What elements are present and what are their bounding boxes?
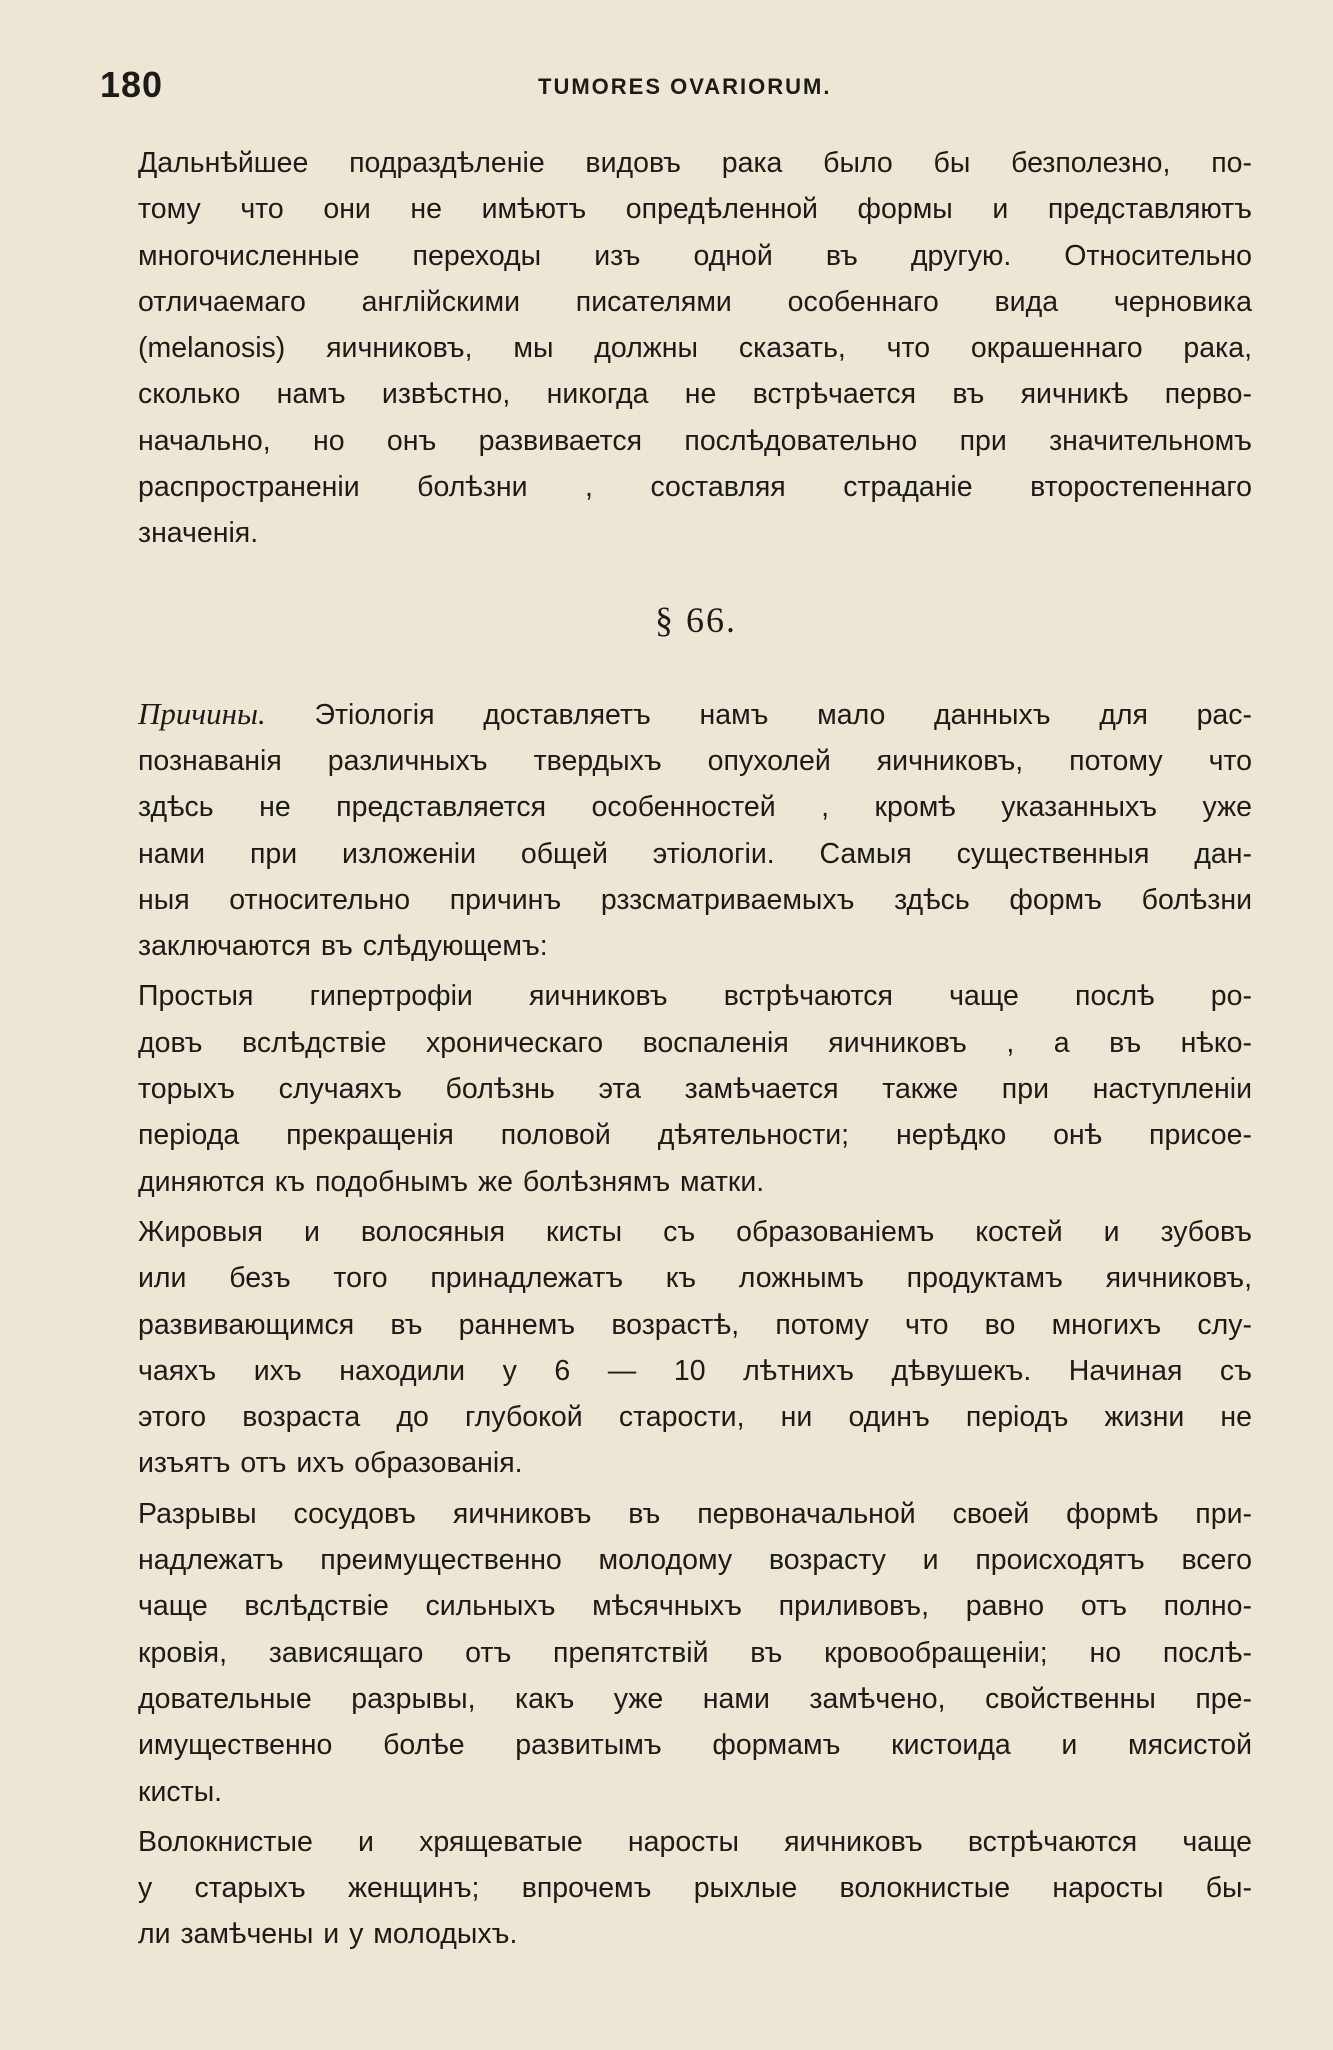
text-line: ныя относительно причинъ рззсматриваемыхъ здѣсь формъ болѣзни [138, 883, 1252, 916]
text-line: довъ вслѣдствіе хроническаго воспаленія яичниковъ , а въ нѣко- [138, 1026, 1252, 1059]
text-line: довательные разрывы, какъ уже нами замѣчено, свойственны пре- [138, 1682, 1252, 1715]
text-line: ли замѣчены и у молодыхъ. [138, 1918, 518, 1951]
running-title: TUMORES OVARIORUM. [538, 74, 832, 99]
text-line: начально, но онъ развивается послѣдовательно при значительномъ [138, 424, 1252, 457]
text-line: здѣсь не представляется особенностей , кромѣ указанныхъ уже [138, 791, 1252, 824]
section-heading: § 66. [655, 599, 737, 640]
text-line: чаще вслѣдствіе сильныхъ мѣсячныхъ приливовъ, равно отъ полно- [138, 1590, 1252, 1623]
text-line: періода прекращенія половой дѣятельности; нерѣдко онѣ присое- [138, 1119, 1252, 1152]
text-line: Простыя гипертрофіи яичниковъ встрѣчаются чаще послѣ ро- [138, 980, 1252, 1013]
text-line: кисты. [138, 1775, 223, 1808]
text-line: развивающимся въ раннемъ возрастѣ, потому что во многихъ слу- [138, 1308, 1252, 1341]
text-line-rest: Этіологія доставляетъ намъ мало данныхъ для рас- [314, 698, 1253, 731]
text-line: Жировыя и волосяныя кисты съ образованіемъ костей и зубовъ [138, 1215, 1252, 1248]
text-line: надлежатъ преимущественно молодому возрасту и происходятъ всего [138, 1544, 1252, 1577]
text-line: Разрывы сосудовъ яичниковъ въ первоначальной своей формѣ при- [138, 1497, 1252, 1530]
text-line: распространеніи болѣзни , составляя страданіе второстепеннаго [138, 471, 1252, 504]
text-line: тому что они не имѣютъ опредѣленной формы и представляютъ [138, 193, 1252, 226]
intro-paragraph [100, 140, 1252, 557]
page-number: 180 [100, 64, 164, 105]
text-line: торыхъ случаяхъ болѣзнь эта замѣчается также при наступленіи [138, 1073, 1252, 1106]
text-line: диняются къ подобнымъ же болѣзнямъ матки. [138, 1165, 765, 1198]
text-line: этого возраста до глубокой старости, ни одинъ періодъ жизни не [138, 1401, 1252, 1434]
text-line: заключаются въ слѣдующемъ: [138, 930, 548, 963]
text-line: сколько намъ извѣстно, никогда не встрѣчается въ яичникѣ перво- [138, 378, 1252, 411]
text-line: Дальнѣйшее подраздѣленіе видовъ рака было бы безполезно, по- [138, 147, 1252, 179]
text-line: или безъ того принадлежатъ къ ложнымъ продуктамъ яичниковъ, [138, 1262, 1252, 1295]
page-body [100, 140, 1252, 1962]
cysts-paragraph [100, 1209, 1252, 1487]
hypertrophy-paragraph [100, 973, 1252, 1204]
text-line [100, 691, 1252, 738]
text-line: у старыхъ женщинъ; впрочемъ рыхлые волокнистые наросты бы- [138, 1872, 1252, 1905]
text-line: нами при изложеніи общей этіологіи. Самыя существенныя дан- [138, 837, 1252, 870]
text-line: многочисленные переходы изъ одной въ другую. Относительно [138, 239, 1252, 272]
text-line: Волокнистые и хрящеватые наросты яичниковъ встрѣчаются чаще [138, 1825, 1252, 1858]
causes-paragraph [100, 691, 1252, 970]
text-line: кровія, зависящаго отъ препятствій въ кровообращеніи; но послѣ- [138, 1636, 1252, 1669]
ruptures-paragraph [100, 1491, 1252, 1815]
text-line: отличаемаго англійскими писателями особеннаго вида черновика [138, 285, 1252, 318]
paragraph-lead: Причины. [138, 695, 266, 731]
text-line: (melanosis) яичниковъ, мы должны сказать, что окрашеннаго рака, [138, 332, 1252, 365]
fibrous-paragraph [100, 1819, 1252, 1958]
text-line: изъятъ отъ ихъ образованія. [138, 1447, 523, 1480]
page-header [100, 64, 1250, 108]
text-line: познаванія различныхъ твердыхъ опухолей яичниковъ, потому что [138, 744, 1252, 777]
text-line: чаяхъ ихъ находили у 6 — 10 лѣтнихъ дѣвушекъ. Начиная съ [138, 1354, 1252, 1387]
text-line: имущественно болѣе развитымъ формамъ кистоида и мясистой [138, 1729, 1252, 1762]
text-line: значенія. [138, 517, 259, 550]
